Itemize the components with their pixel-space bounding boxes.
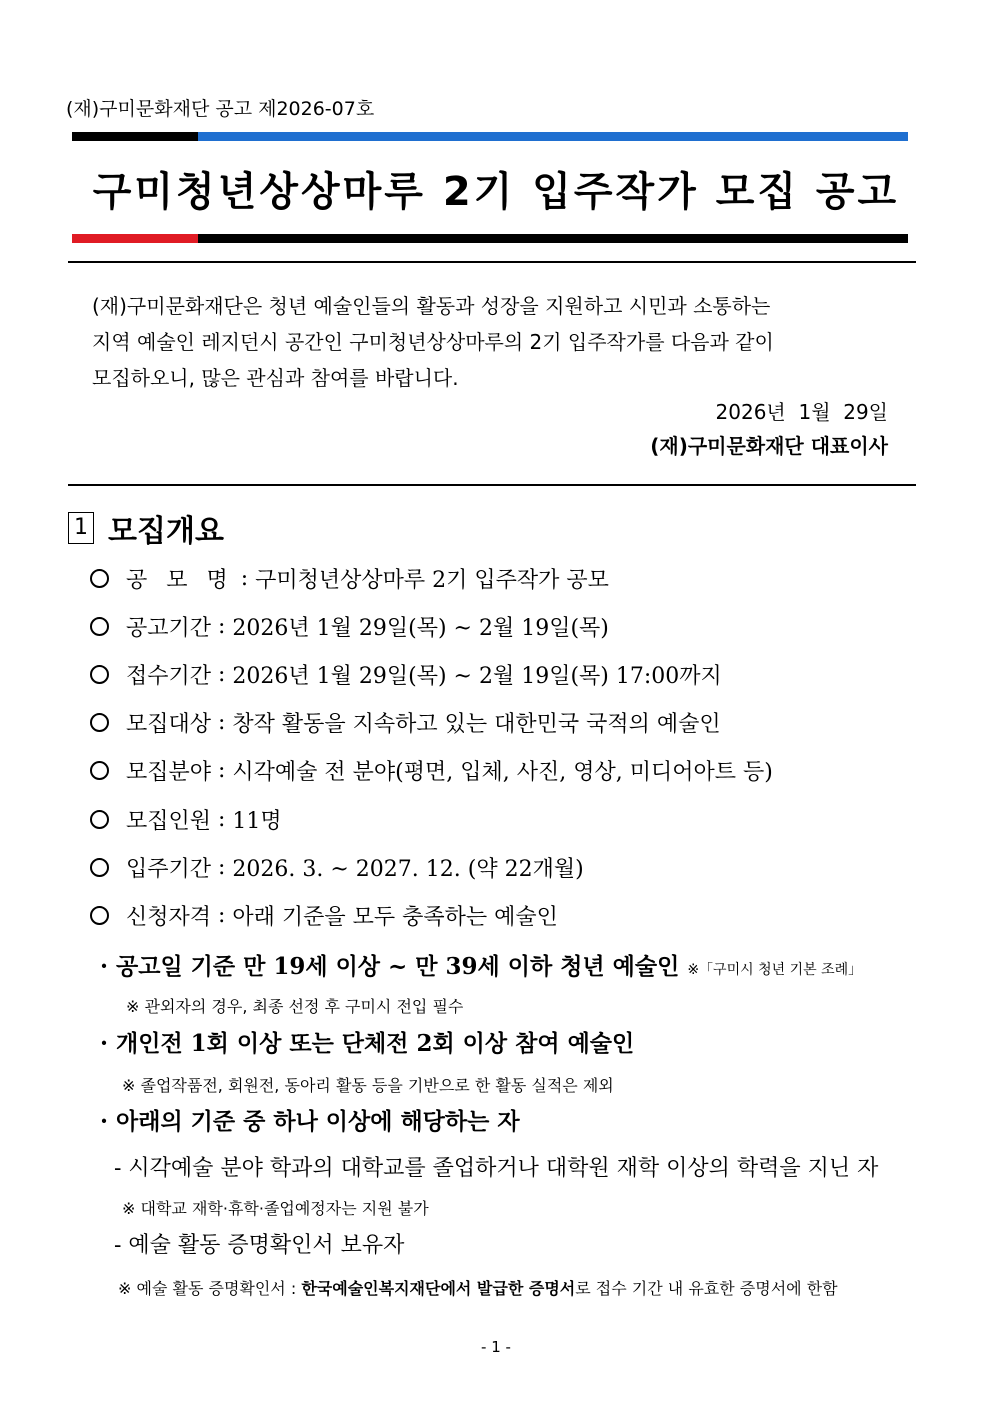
item-value: 2026년 1월 29일(목) ~ 2월 19일(목): [232, 616, 609, 641]
circle-bullet-icon: [90, 810, 109, 829]
circle-bullet-icon: [90, 569, 109, 588]
item-label: 모집대상: [126, 712, 212, 737]
list-item: 모집분야 : 시각예술 전 분야(평면, 입체, 사진, 영상, 미디어아트 등): [90, 755, 773, 786]
list-item: 접수기간 : 2026년 1월 29일(목) ~ 2월 19일(목) 17:00까지: [90, 659, 722, 690]
page-title: 구미청년상상마루 2기 입주작가 모집 공고: [92, 169, 900, 215]
criterion-bullet: [100, 948, 862, 981]
footnote: ※ 대학교 재학·휴학·졸업예정자는 지원 불가: [122, 1199, 429, 1218]
signer: (재)구미문화재단 대표이사: [650, 434, 888, 458]
item-label: 입주기간: [126, 857, 212, 882]
section-number-box: 1: [68, 512, 94, 544]
item-value: 2026. 3. ~ 2027. 12. (약 22개월): [232, 857, 584, 882]
page-number: - 1 -: [481, 1338, 511, 1356]
divider: [68, 484, 916, 486]
item-value: 11명: [232, 809, 282, 834]
circle-bullet-icon: [90, 761, 109, 780]
intro-line: 모집하오니, 많은 관심과 참여를 바랍니다.: [92, 366, 459, 390]
sub-criterion: - 예술 활동 증명확인서 보유자: [114, 1233, 405, 1258]
list-item: 공고기간 : 2026년 1월 29일(목) ~ 2월 19일(목): [90, 611, 609, 642]
criterion-bullet: · 아래의 기준 중 하나 이상에 해당하는 자: [100, 1108, 520, 1135]
notice-number: (재)구미문화재단 공고 제2026-07호: [66, 98, 375, 120]
list-item: 신청자격 : 아래 기준을 모두 충족하는 예술인: [90, 900, 558, 931]
sub-criterion: - 시각예술 분야 학과의 대학교를 졸업하거나 대학원 재학 이상의 학력을 지닌 자: [114, 1156, 879, 1181]
item-label: 모집인원: [126, 809, 212, 834]
footnote: ※ 관외자의 경우, 최종 선정 후 구미시 전입 필수: [126, 997, 464, 1016]
circle-bullet-icon: [90, 617, 109, 636]
section-title: 모집개요: [108, 514, 224, 549]
circle-bullet-icon: [90, 713, 109, 732]
item-label: 공 모 명: [126, 568, 234, 593]
list-item: 공 모 명 : 구미청년상상마루 2기 입주작가 공모: [90, 563, 609, 594]
item-value: 창작 활동을 지속하고 있는 대한민국 국적의 예술인: [232, 712, 721, 737]
notice-date: 2026년 1월 29일: [715, 400, 888, 424]
criterion-bullet: · 개인전 1회 이상 또는 단체전 2회 이상 참여 예술인: [100, 1030, 635, 1057]
item-label: 공고기간: [126, 616, 212, 641]
item-value: 아래 기준을 모두 충족하는 예술인: [232, 905, 558, 930]
item-label: 모집분야: [126, 760, 212, 785]
circle-bullet-icon: [90, 665, 109, 684]
circle-bullet-icon: [90, 858, 109, 877]
issuer-emphasis: 한국예술인복지재단에서 발급한 증명서: [301, 1279, 576, 1298]
list-item: 모집대상 : 창작 활동을 지속하고 있는 대한민국 국적의 예술인: [90, 707, 721, 738]
circle-bullet-icon: [90, 906, 109, 925]
item-value: 구미청년상상마루 2기 입주작가 공모: [255, 568, 609, 593]
intro-line: (재)구미문화재단은 청년 예술인들의 활동과 성장을 지원하고 시민과 소통하는: [92, 294, 771, 318]
divider: [68, 261, 916, 263]
list-item: 입주기간 : 2026. 3. ~ 2027. 12. (약 22개월): [90, 852, 584, 883]
title-bar-top: [72, 132, 908, 141]
item-label: 신청자격: [126, 905, 212, 930]
ordinance-reference: ※「구미시 청년 기본 조례」: [687, 962, 863, 978]
list-item: 모집인원 : 11명: [90, 804, 282, 835]
intro-line: 지역 예술인 레지던시 공간인 구미청년상상마루의 2기 입주작가를 다음과 같이: [92, 330, 774, 354]
criterion-text: · 공고일 기준 만 19세 이상 ~ 만 39세 이하 청년 예술인: [100, 953, 680, 980]
footnote: ※ 예술 활동 증명확인서 : 한국예술인복지재단에서 발급한 증명서로 접수 기간 내 유효한 증명서에 한함: [118, 1279, 838, 1298]
item-value: 시각예술 전 분야(평면, 입체, 사진, 영상, 미디어아트 등): [232, 760, 773, 785]
title-bar-bottom: [72, 234, 908, 243]
item-value: 2026년 1월 29일(목) ~ 2월 19일(목) 17:00까지: [232, 664, 722, 689]
item-label: 접수기간: [126, 664, 212, 689]
footnote: ※ 졸업작품전, 회원전, 동아리 활동 등을 기반으로 한 활동 실적은 제외: [122, 1076, 614, 1095]
